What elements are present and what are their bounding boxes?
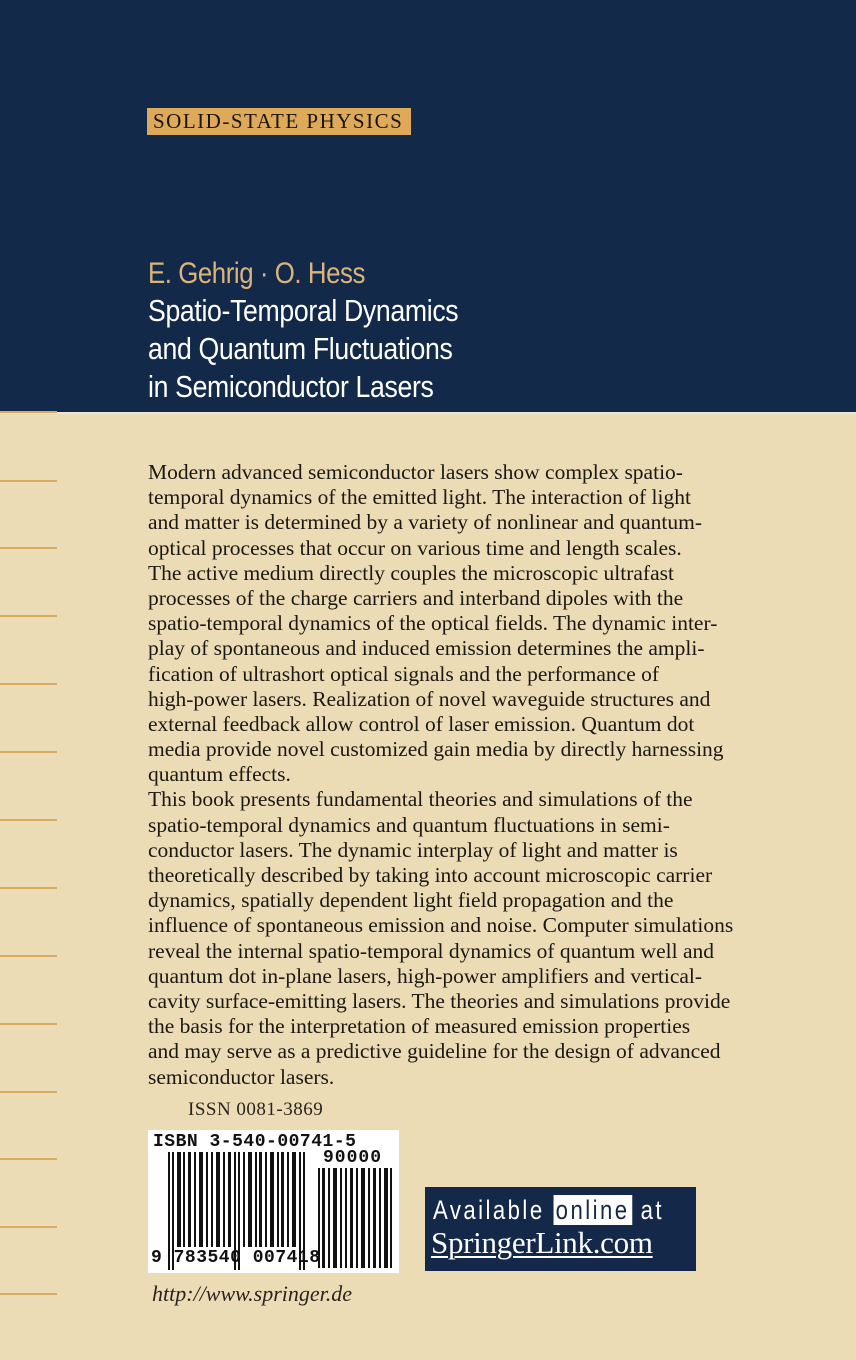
band-edge-divider [57, 412, 856, 414]
available-online-text [433, 1193, 664, 1227]
text-line: Modern advanced semiconductor lasers show complex spatio- [148, 460, 683, 484]
text-line: optical processes that occur on various time and length scales. [148, 535, 682, 560]
ruler-mark [0, 887, 57, 889]
addon-barcode-bars-icon [318, 1168, 393, 1268]
text-line: and may serve as a predictive guideline for the design of advanced [148, 1039, 721, 1064]
issn-label: ISSN 0081-3869 [188, 1099, 324, 1120]
text-line: external feedback allow control of laser emission. Quantum dot [148, 711, 695, 736]
text-line: high-power lasers. Realization of novel waveguide structures and [148, 686, 711, 711]
description-text [148, 460, 788, 1090]
text-line: play of spontaneous and induced emission determines the ampli- [148, 636, 705, 661]
text-line: and matter is determined by a variety of nonlinear and quantum- [148, 510, 703, 535]
springerlink-link[interactable]: SpringerLink.com [431, 1225, 653, 1260]
isbn-barcode [148, 1130, 399, 1273]
text-line: the basis for the interpretation of measured emission properties [148, 1014, 691, 1039]
ean-number: 9 783540 007418 [151, 1248, 321, 1268]
text-line: semiconductor lasers. [148, 1064, 335, 1089]
ruler-mark [0, 480, 57, 482]
text-line: temporal dynamics of the emitted light. The interaction of light [148, 485, 691, 510]
text-line: This book presents fundamental theories and simulations of the [148, 787, 693, 812]
ruler-mark [0, 955, 57, 957]
springerlink-badge[interactable] [425, 1187, 696, 1271]
title-line: and Quantum Fluctuations [148, 331, 453, 366]
text-line: The active medium directly couples the microscopic ultrafast [148, 560, 674, 585]
text-line: theoretically described by taking into account microscopic carrier [148, 863, 713, 887]
publisher-url[interactable]: http://www.springer.de [152, 1281, 353, 1306]
text-line: processes of the charge carriers and interband dipoles with the [148, 585, 684, 610]
title-line: Spatio-Temporal Dynamics [148, 293, 459, 328]
isbn-label: ISBN 3-540-00741-5 [153, 1132, 357, 1152]
text-line: quantum effects. [148, 762, 291, 787]
series-badge: SOLID-STATE PHYSICS [147, 108, 411, 135]
ruler-mark [0, 1226, 57, 1228]
ruler-mark [0, 1293, 57, 1295]
title-line: in Semiconductor Lasers [148, 369, 434, 404]
book-title [148, 292, 458, 406]
available-word: Available [433, 1195, 545, 1225]
at-word: at [640, 1195, 665, 1225]
text-line: influence of spontaneous emission and noise. Computer simulations [148, 913, 734, 938]
text-line: cavity surface-emitting lasers. The theories and simulations provide [148, 988, 731, 1013]
ruler-mark [0, 547, 57, 549]
authors: E. Gehrig · O. Hess [148, 257, 365, 290]
text-line: spatio-temporal dynamics and quantum fluctuations in semi- [148, 812, 670, 837]
text-line: media provide novel customized gain media by directly harnessing [148, 737, 724, 762]
text-line: spatio-temporal dynamics of the optical fields. The dynamic inter- [148, 611, 718, 636]
ruler-mark [0, 411, 57, 413]
cover-top-band [0, 0, 856, 412]
text-line: reveal the internal spatio-temporal dynamics of quantum well and [148, 938, 714, 963]
online-word: online [553, 1195, 632, 1225]
ruler-mark [0, 751, 57, 753]
ruler-mark [0, 615, 57, 617]
text-line: fication of ultrashort optical signals and the performance of [148, 661, 660, 686]
ruler-mark [0, 1023, 57, 1025]
ruler-mark [0, 819, 57, 821]
text-line: quantum dot in-plane lasers, high-power amplifiers and vertical- [148, 963, 703, 988]
text-line: conductor lasers. The dynamic interplay of light and matter is [148, 837, 678, 862]
ruler-mark [0, 1091, 57, 1093]
ruler-mark [0, 1158, 57, 1160]
text-line: dynamics, spatially dependent light field propagation and the [148, 888, 674, 913]
price-addon-number: 90000 [323, 1148, 383, 1168]
ruler-mark [0, 683, 57, 685]
